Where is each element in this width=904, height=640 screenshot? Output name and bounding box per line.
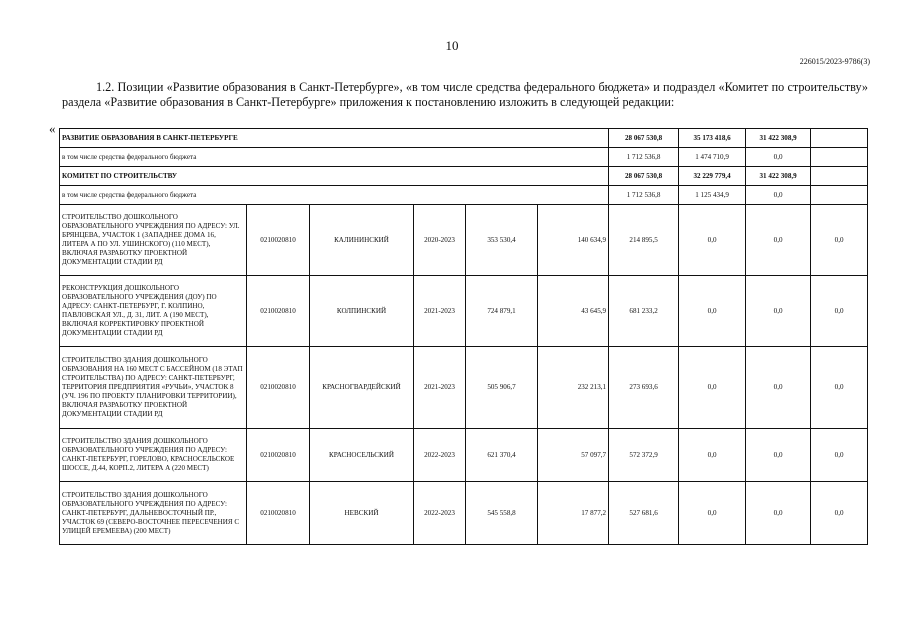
object-period: 2021-2023 (414, 347, 466, 429)
object-prev-funding: 57 097,7 (538, 429, 609, 482)
page-number: 10 (445, 38, 459, 53)
summary-label: в том числе средства федерального бюджета (60, 148, 609, 167)
object-period: 2021-2023 (414, 276, 466, 347)
object-prev-funding: 232 213,1 (538, 347, 609, 429)
object-row (60, 429, 868, 482)
object-year3: 0,0 (746, 347, 811, 429)
object-period: 2020-2023 (414, 205, 466, 276)
summary-value: 1 712 536,8 (609, 148, 679, 167)
object-district: КРАСНОСЕЛЬСКИЙ (310, 429, 414, 482)
object-prev-funding: 17 877,2 (538, 482, 609, 545)
object-code: 0210020810 (247, 482, 310, 545)
object-name: СТРОИТЕЛЬСТВО ДОШКОЛЬНОГО ОБРАЗОВАТЕЛЬНОГО УЧРЕЖДЕНИЯ ПО АДРЕСУ: УЛ. БРЯНЦЕВА, УЧАСТОК 1 (ЗАПАДНЕЕ ДОМА 16, ЛИТЕРА А ПО УЛ. УШИНСКОГО) (110 МЕСТ), ВКЛЮЧАЯ РАЗРАБОТКУ ПРОЕКТНОЙ ДОКУМЕНТАЦИИ СТАДИИ РД (60, 205, 247, 276)
summary-value: 28 067 530,8 (609, 129, 679, 148)
object-name: СТРОИТЕЛЬСТВО ЗДАНИЯ ДОШКОЛЬНОГО ОБРАЗОВАТЕЛЬНОГО УЧРЕЖДЕНИЯ ПО АДРЕСУ: САНКТ-ПЕТЕРБУРГ, ДАЛЬНЕВОСТОЧНЫЙ ПР., УЧАСТОК 69 (СЕВЕРО-ВОСТОЧНЕЕ ПЕРЕСЕЧЕНИЯ С УЛИЦЕЙ ЕРЕМЕЕВА) (200 МЕСТ) (60, 482, 247, 545)
summary-value: 0,0 (746, 186, 811, 205)
object-year1: 273 693,6 (609, 347, 679, 429)
summary-value: 0,0 (746, 148, 811, 167)
object-prev-funding: 43 645,9 (538, 276, 609, 347)
empty-cell (811, 148, 868, 167)
object-name: РЕКОНСТРУКЦИЯ ДОШКОЛЬНОГО ОБРАЗОВАТЕЛЬНОГО УЧРЕЖДЕНИЯ (ДОУ) ПО АДРЕСУ: САНКТ-ПЕТЕРБУРГ, Г. КОЛПИНО, ПАВЛОВСКАЯ УЛ., Д. 31, ЛИТ. А (190 МЕСТ), ВКЛЮЧАЯ КОРРЕКТИРОВКУ ПРОЕКТНОЙ ДОКУМЕНТАЦИИ СТАДИИ РД (60, 276, 247, 347)
object-total: 724 879,1 (466, 276, 538, 347)
budget-table-body (60, 129, 868, 545)
object-code: 0210020810 (247, 276, 310, 347)
summary-value: 35 173 418,6 (679, 129, 746, 148)
object-row (60, 276, 868, 347)
object-prev-funding: 140 634,9 (538, 205, 609, 276)
object-year1: 214 895,5 (609, 205, 679, 276)
empty-cell (811, 129, 868, 148)
object-total: 621 370,4 (466, 429, 538, 482)
object-district: КАЛИНИНСКИЙ (310, 205, 414, 276)
empty-cell (811, 167, 868, 186)
object-year4: 0,0 (811, 276, 868, 347)
object-year4: 0,0 (811, 205, 868, 276)
object-year2: 0,0 (679, 429, 746, 482)
summary-value: 1 712 536,8 (609, 186, 679, 205)
object-year3: 0,0 (746, 276, 811, 347)
document-code: 226015/2023-9786(3) (799, 57, 870, 66)
summary-row (60, 167, 868, 186)
summary-value: 1 474 710,9 (679, 148, 746, 167)
summary-row (60, 129, 868, 148)
object-year2: 0,0 (679, 347, 746, 429)
object-period: 2022-2023 (414, 482, 466, 545)
object-total: 353 530,4 (466, 205, 538, 276)
object-year4: 0,0 (811, 429, 868, 482)
summary-label: в том числе средства федерального бюджета (60, 186, 609, 205)
object-year4: 0,0 (811, 347, 868, 429)
object-year3: 0,0 (746, 205, 811, 276)
object-year2: 0,0 (679, 482, 746, 545)
summary-label: КОМИТЕТ ПО СТРОИТЕЛЬСТВУ (60, 167, 609, 186)
object-year4: 0,0 (811, 482, 868, 545)
summary-value: 31 422 308,9 (746, 129, 811, 148)
object-year2: 0,0 (679, 276, 746, 347)
budget-table (59, 128, 868, 545)
summary-value: 32 229 779,4 (679, 167, 746, 186)
summary-label: РАЗВИТИЕ ОБРАЗОВАНИЯ В САНКТ-ПЕТЕРБУРГЕ (60, 129, 609, 148)
object-row (60, 205, 868, 276)
intro-paragraph (62, 80, 868, 110)
object-year1: 572 372,9 (609, 429, 679, 482)
summary-row (60, 148, 868, 167)
object-code: 0210020810 (247, 205, 310, 276)
object-name: СТРОИТЕЛЬСТВО ЗДАНИЯ ДОШКОЛЬНОГО ОБРАЗОВАНИЯ НА 160 МЕСТ С БАССЕЙНОМ (18 ЭТАП СТРОИТЕЛЬСТВА) ПО АДРЕСУ: САНКТ-ПЕТЕРБУРГ, ТЕРРИТОРИЯ ПРЕДПРИЯТИЯ «РУЧЬИ», УЧАСТОК 8 (УЧ. 196 ПО ПРОЕКТУ ПЛАНИРОВКИ ТЕРРИТОРИИ), ВКЛЮЧАЯ РАЗРАБОТКУ ПРОЕКТНОЙ ДОКУМЕНТАЦИИ СТАДИИ РД (60, 347, 247, 429)
summary-value: 28 067 530,8 (609, 167, 679, 186)
object-district: КОЛПИНСКИЙ (310, 276, 414, 347)
object-district: НЕВСКИЙ (310, 482, 414, 545)
object-district: КРАСНОГВАРДЕЙСКИЙ (310, 347, 414, 429)
summary-value: 31 422 308,9 (746, 167, 811, 186)
summary-row (60, 186, 868, 205)
intro-text: 1.2. Позиции «Развитие образования в Санкт-Петербурге», «в том числе средства федерального бюджета» и подраздел «Комитет по строительству» раздела «Развитие образования в Санкт-Петербурге» приложения к постановлению изложить в следующей редакции: (62, 80, 868, 109)
object-name: СТРОИТЕЛЬСТВО ЗДАНИЯ ДОШКОЛЬНОГО ОБРАЗОВАТЕЛЬНОГО УЧРЕЖДЕНИЯ ПО АДРЕСУ: САНКТ-ПЕТЕРБУРГ, ГОРЕЛОВО, КРАСНОСЕЛЬСКОЕ ШОССЕ, Д.44, КОРП.2, ЛИТЕРА А (220 МЕСТ) (60, 429, 247, 482)
object-total: 505 906,7 (466, 347, 538, 429)
object-code: 0210020810 (247, 347, 310, 429)
opening-quote: « (49, 121, 56, 136)
object-row (60, 482, 868, 545)
empty-cell (811, 186, 868, 205)
object-year1: 681 233,2 (609, 276, 679, 347)
object-year3: 0,0 (746, 482, 811, 545)
object-period: 2022-2023 (414, 429, 466, 482)
object-year1: 527 681,6 (609, 482, 679, 545)
object-year2: 0,0 (679, 205, 746, 276)
summary-value: 1 125 434,9 (679, 186, 746, 205)
object-total: 545 558,8 (466, 482, 538, 545)
object-row (60, 347, 868, 429)
object-code: 0210020810 (247, 429, 310, 482)
object-year3: 0,0 (746, 429, 811, 482)
